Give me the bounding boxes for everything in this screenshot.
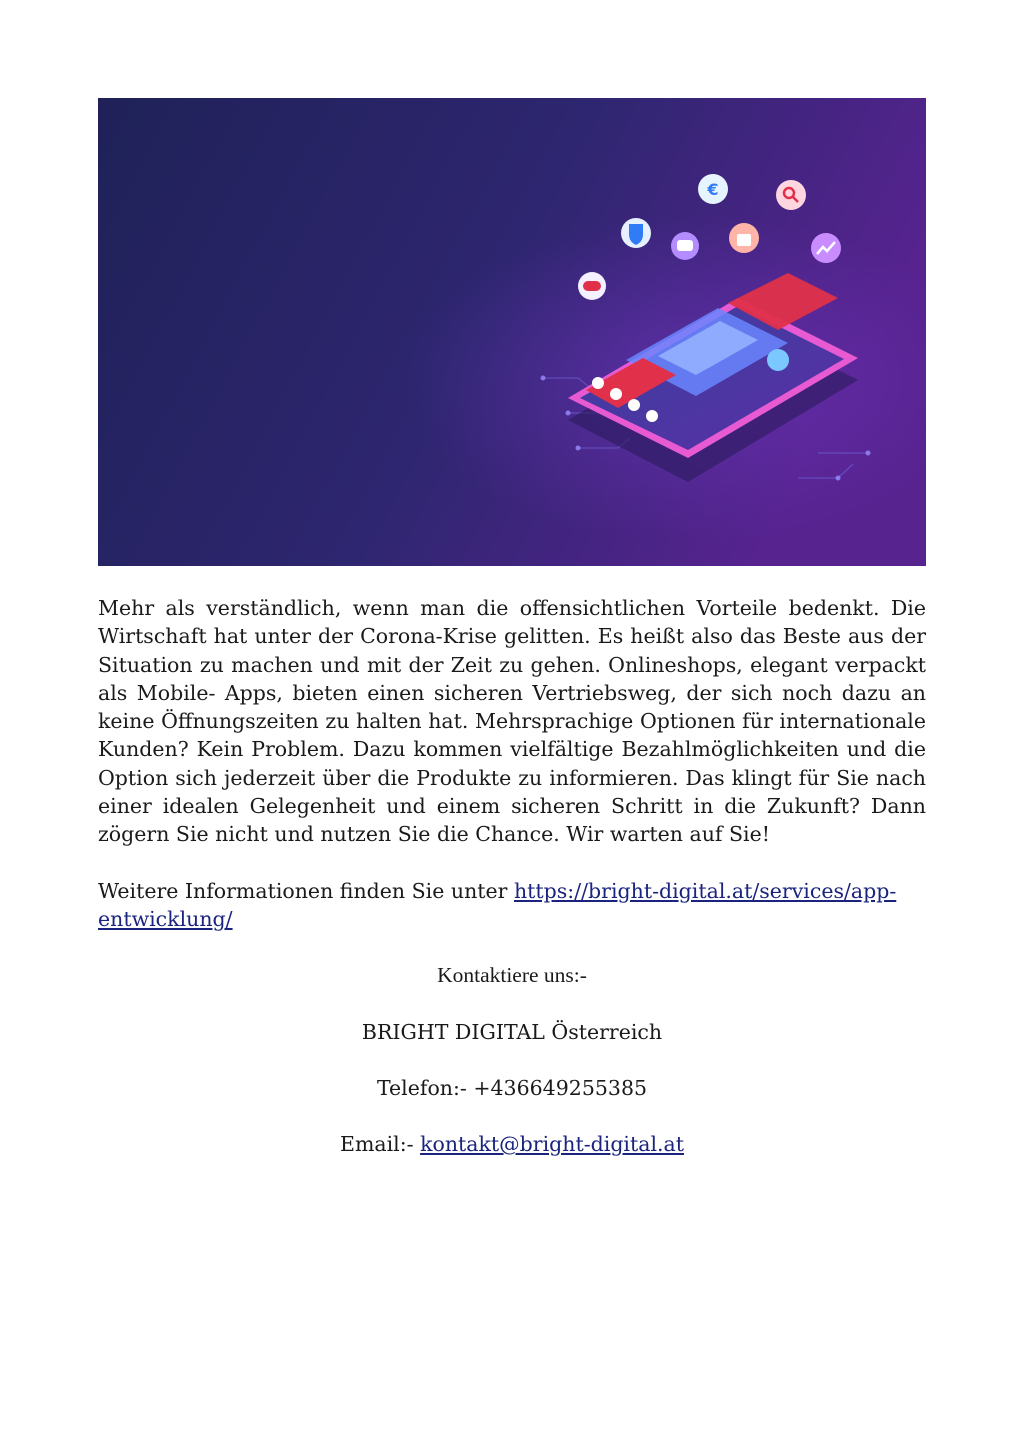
search-icon — [776, 180, 806, 210]
phone-line: Telefon:- +436649255385 — [376, 1075, 648, 1100]
contact-heading: Kontaktiere uns:- — [437, 963, 587, 988]
chat-icon — [671, 232, 699, 260]
info-link[interactable]: https://bright-digital.at/services/app-entwicklung/ — [98, 878, 897, 931]
email-prefix: Email:- — [339, 1132, 421, 1157]
svg-text:€: € — [707, 180, 719, 199]
hero-illustration — [98, 98, 926, 566]
info-prefix: Weitere Informationen finden Sie unter — [98, 878, 514, 903]
shield-icon — [621, 218, 651, 248]
company-name: BRIGHT DIGITAL Österreich — [361, 1019, 663, 1044]
email-link[interactable]: kontakt@bright-digital.at — [420, 1132, 684, 1157]
euro-icon — [698, 174, 728, 204]
trending-up-icon — [811, 233, 841, 263]
email-line — [98, 1130, 926, 1158]
shopping-bag-icon — [729, 223, 759, 253]
body-paragraph: Mehr als verständlich, wenn man die offensichtlichen Vorteile bedenkt. Die Wirtschaft hat unter der Corona-Krise gelitten. Es heißt also das Beste aus der Situation zu machen und mit der Zeit zu gehen. Onlineshops, elegant verpackt als Mobile- Apps, bieten einen sicheren Vertriebsweg, der sich noch dazu an keine Öffnungszeiten zu halten hat. Mehrsprachige Optionen für internationale Kunden? Kein Problem. Dazu kommen vielfältige Bezahlmöglichkeiten und die Option sich jederzeit über die Produkte zu informieren. Das klingt für Sie nach einer idealen Gelegenheit und einem sicheren Schritt in die Zukunft? Dann zögern Sie nicht und nutzen Sie die Chance. Wir warten auf Sie! — [98, 596, 926, 847]
gamepad-icon — [578, 272, 606, 300]
info-line — [98, 877, 926, 934]
